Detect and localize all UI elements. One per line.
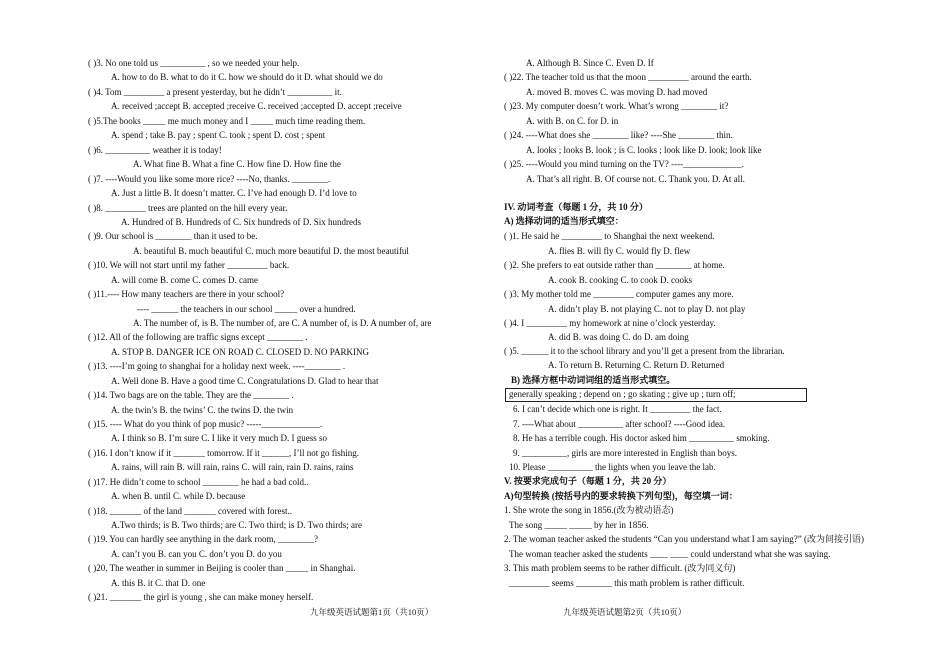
question-5: ( )5.The books _____ me much money and I _____ much time reading them. bbox=[88, 116, 366, 126]
options-18: A.Two thirds; is B. Two thirds; are C. Two third; is D. Two thirds; are bbox=[111, 520, 362, 530]
section-4b-heading: B) 选择方框中动词词组的适当形式填空。 bbox=[511, 375, 676, 385]
options-5: A. spend ; take B. pay ; spent C. took ; spent D. cost ; spent bbox=[111, 130, 326, 140]
question-17: ( )17. He didn’t come to school ________ he had a bad cold.. bbox=[88, 477, 309, 487]
question-10: ( )10. We will not start until my father _________ back. bbox=[88, 260, 290, 270]
options-19: A. can’t you B. can you C. don’t you D. do you bbox=[111, 549, 282, 559]
page-footer-left: 九年级英语试题第1页（共10页） bbox=[310, 607, 434, 617]
phrase-question-10: 10. Please __________ the lights when you leave the lab. bbox=[509, 462, 716, 472]
question-3: ( )3. No one told us __________ , so we needed your help. bbox=[88, 58, 300, 68]
question-18: ( )18. _______ of the land _______ covered with forest.. bbox=[88, 506, 292, 516]
question-25: ( )25. ----Would you mind turning on the TV? ----_____________. bbox=[504, 159, 744, 169]
question-11: ( )11.---- How many teachers are there in your school? bbox=[88, 289, 285, 299]
transform-answer-1: The song _____ _____ by her in 1856. bbox=[509, 520, 649, 530]
question-12: ( )12. All of the following are traffic signs except ________ . bbox=[88, 332, 308, 342]
phrase-question-8: 8. He has a terrible cough. His doctor asked him __________ smoking. bbox=[513, 433, 770, 443]
question-16: ( )16. I don’t know if it _______ tomorrow. If it ______, I’ll not go fishing. bbox=[88, 448, 359, 458]
options-17: A. when B. until C. while D. because bbox=[111, 491, 246, 501]
verb-options-5: A. To return B. Returning C. Return D. Returned bbox=[548, 360, 725, 370]
question-15: ( )15. ---- What do you think of pop music? -----_____________. bbox=[88, 419, 323, 429]
verb-options-1: A. flies B. will fly C. would fly D. flew bbox=[548, 246, 691, 256]
question-20: ( )20. The weather in summer in Beijing is cooler than _____ in Shanghai. bbox=[88, 563, 356, 573]
verb-question-2: ( )2. She prefers to eat outside rather than ________ at home. bbox=[504, 260, 725, 270]
options-14: A. the twin’s B. the twins’ C. the twins D. the twin bbox=[111, 405, 294, 415]
section-5-heading: V. 按要求完成句子（每题 1 分，共 20 分） bbox=[504, 476, 672, 486]
section-5a-heading: A)句型转换 (按括号内的要求转换下列句型)，每空填一词： bbox=[504, 491, 738, 501]
options-25: A. That’s all right. B. Of course not. C. Thank you. D. At all. bbox=[526, 174, 745, 184]
phrase-question-7: 7. ----What about __________ after school? ----Good idea. bbox=[513, 419, 726, 429]
question-13: ( )13. ----I’m going to shanghai for a holiday next week. ----________ . bbox=[88, 361, 346, 371]
options-6: A. What fine B. What a fine C. How fine D. How fine the bbox=[133, 159, 341, 169]
question-24: ( )24. ----What does she ________ like? ----She ________ thin. bbox=[504, 130, 733, 140]
verb-question-5: ( )5. ______ it to the school library and you’ll get a present from the librarian. bbox=[504, 346, 785, 356]
phrase-question-9: 9. __________, girls are more interested in English than boys. bbox=[513, 448, 737, 458]
options-12: A. STOP B. DANGER ICE ON ROAD C. CLOSED D. NO PARKING bbox=[111, 347, 369, 357]
options-16: A. rains, will rain B. will rain, rains C. will rain, rain D. rains, rains bbox=[111, 462, 354, 472]
question-21: ( )21. _______ the girl is young , she can make money herself. bbox=[88, 592, 314, 602]
verb-options-3: A. didn’t play B. not playing C. not to play D. not play bbox=[548, 304, 746, 314]
options-22: A. moved B. moves C. was moving D. had moved bbox=[526, 87, 708, 97]
verb-question-4: ( )4. I _________ my homework at nine o’clock yesterday. bbox=[504, 318, 716, 328]
transform-question-1: 1. She wrote the song in 1856.(改为被动语态) bbox=[504, 505, 674, 515]
question-7: ( )7. ----Would you like some more rice? ----No, thanks. ________. bbox=[88, 174, 331, 184]
options-15: A. I think so B. I’m sure C. I like it very much D. I guess so bbox=[111, 433, 327, 443]
section-4-heading: IV. 动词考查（每题 1 分，共 10 分） bbox=[504, 202, 648, 212]
transform-question-2: 2. The woman teacher asked the students “Can you understand what I am saying?” (改为间接引语) bbox=[504, 534, 864, 544]
question-11-reply: ---- ______ the teachers in our school _____ over a hundred. bbox=[137, 304, 356, 314]
options-24: A. looks ; looks B. look ; is C. looks ; look like D. look; look like bbox=[526, 145, 762, 155]
verb-options-2: A. cook B. cooking C. to cook D. cooks bbox=[548, 275, 692, 285]
options-11: A. The number of, is B. The number of, are C. A number of, is D. A number of, are bbox=[133, 318, 432, 328]
options-9: A. beautiful B. much beautiful C. much more beautiful D. the most beautiful bbox=[133, 246, 409, 256]
options-4: A. received ;accept B. accepted ;receive C. received ;accepted D. accept ;receive bbox=[111, 101, 402, 111]
options-8: A. Hundred of B. Hundreds of C. Six hundreds of D. Six hundreds bbox=[121, 217, 361, 227]
question-23: ( )23. My computer doesn’t work. What’s wrong ________ it? bbox=[504, 101, 729, 111]
options-20: A. this B. it C. that D. one bbox=[111, 578, 206, 588]
question-19: ( )19. You can hardly see anything in the dark room, ________? bbox=[88, 534, 318, 544]
question-8: ( )8. _________ trees are planted on the hill every year. bbox=[88, 203, 288, 213]
verb-options-4: A. did B. was doing C. do D. am doing bbox=[548, 332, 689, 342]
question-6: ( )6. __________ weather it is today! bbox=[88, 145, 222, 155]
options-7: A. Just a little B. It doesn’t matter. C. I’ve had enough D. I’d love to bbox=[111, 188, 357, 198]
phrase-question-6: 6. I can’t decide which one is right. It _________ the fact. bbox=[513, 404, 722, 414]
question-9: ( )9. Our school is ________ than it used to be. bbox=[88, 231, 258, 241]
section-4a-heading: A) 选择动词的适当形式填空： bbox=[504, 216, 624, 226]
options-3: A. how to do B. what to do it C. how we should do it D. what should we do bbox=[111, 72, 383, 82]
question-22: ( )22. The teacher told us that the moon _________ around the earth. bbox=[504, 72, 752, 82]
page-footer-right: 九年级英语试题第2页（共10页） bbox=[563, 607, 687, 617]
question-14: ( )14. Two bags are on the table. They are the ________ . bbox=[88, 390, 294, 400]
transform-answer-3: _________ seems ________ this math problem is rather difficult. bbox=[509, 578, 745, 588]
options-10: A. will come B. come C. comes D. came bbox=[111, 275, 258, 285]
transform-answer-2: The woman teacher asked the students ____ ____ could understand what she was saying. bbox=[509, 549, 831, 559]
question-4: ( )4. Tom _________ a present yesterday, but he didn’t __________ it. bbox=[88, 87, 342, 97]
verb-question-1: ( )1. He said he _________ to Shanghai the next weekend. bbox=[504, 231, 715, 241]
phrase-box-text: generally speaking ; depend on ; go skating ; give up ; turn off; bbox=[509, 389, 736, 399]
verb-question-3: ( )3. My mother told me _________ computer games any more. bbox=[504, 289, 734, 299]
options-21: A. Although B. Since C. Even D. If bbox=[526, 58, 654, 68]
options-13: A. Well done B. Have a good time C. Congratulations D. Glad to hear that bbox=[111, 376, 379, 386]
transform-question-3: 3. This math problem seems to be rather difficult. (改为同义句) bbox=[504, 563, 736, 573]
options-23: A. with B. on C. for D. in bbox=[526, 116, 619, 126]
